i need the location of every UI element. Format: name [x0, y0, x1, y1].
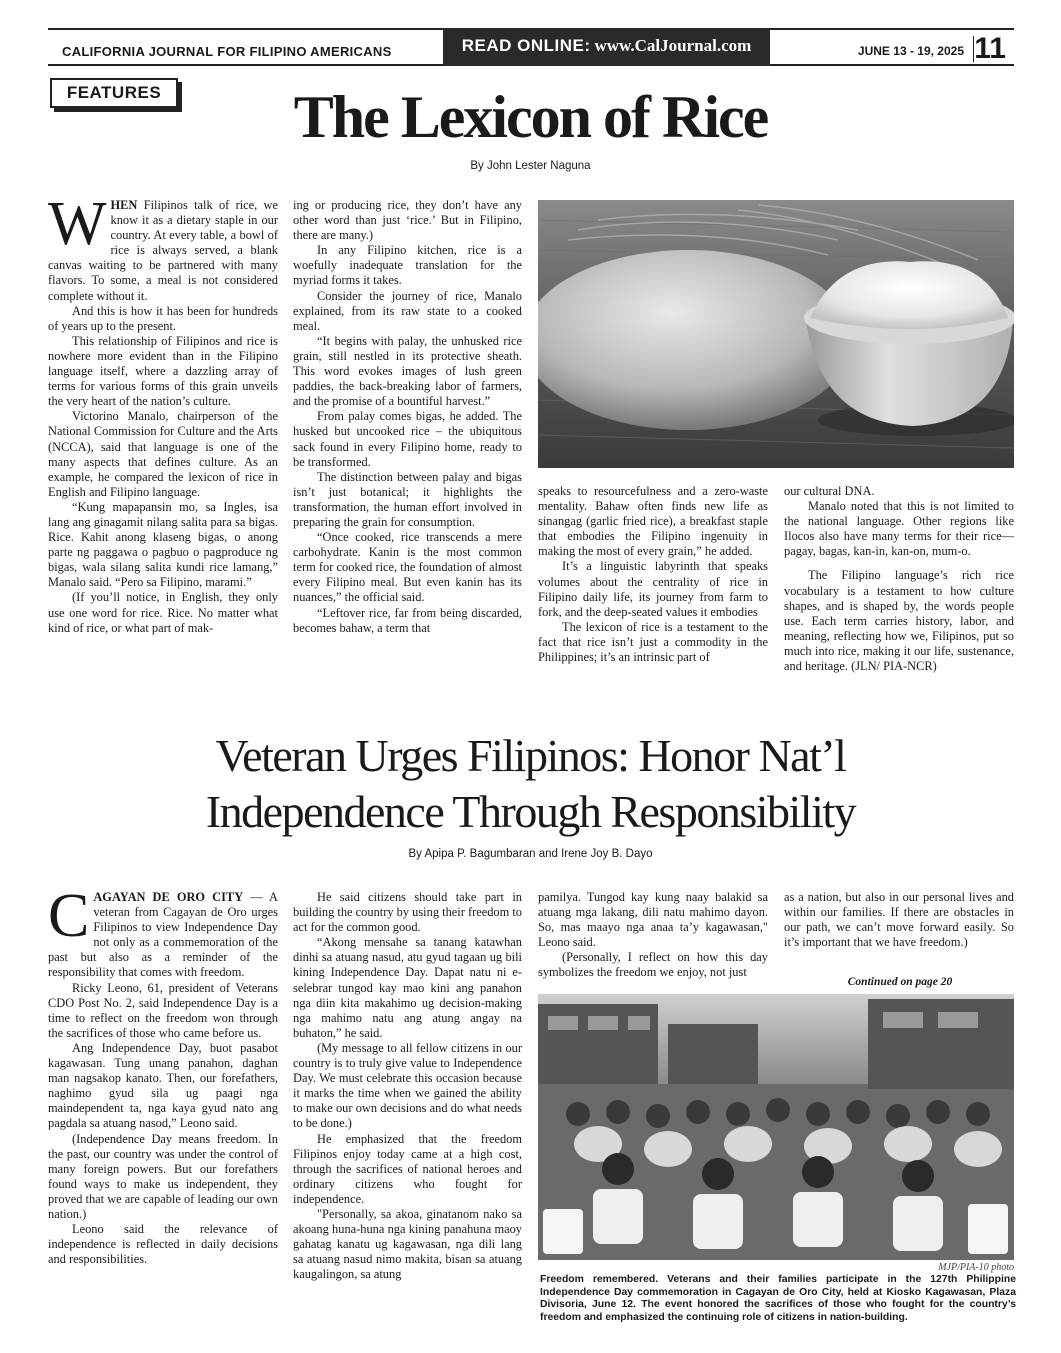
- veterans-photo-illustration: [538, 994, 1014, 1260]
- paragraph: This relationship of Filipinos and rice is nowhere more evident than in the Filipino language itself, where a dazzling array of terms for various forms of this grain unveils the very heart of the nation’s culture.: [48, 333, 278, 409]
- article1-column-1: [48, 190, 278, 636]
- section-tag: FEATURES: [50, 78, 178, 108]
- paragraph: “It begins with palay, the unhusked rice grain, still nestled in its protective sheath. This word evokes images of lush green paddies, the back-breaking labor of farmers, and the promise of a bountiful harvest.”: [293, 333, 522, 409]
- photo-credit: MJP/PIA-10 photo: [938, 1262, 1014, 1273]
- paragraph: Ricky Leono, 61, president of Veterans CDO Post No. 2, said Independence Day is a time to reflect on the freedom won through the sacrifices of those who came before us.: [48, 980, 278, 1040]
- lead-caps: AGAYAN DE ORO CITY: [93, 890, 244, 904]
- paragraph: Consider the journey of rice, Manalo explained, from its raw state to a cooked meal.: [293, 288, 522, 333]
- paragraph: “Akong mensahe sa tanang katawhan dinhi sa atuang nasud, atu gyud tagaan ug bili kining Independence Day. Dapat natu ni e-selebrar tungod kay mao kini ang panahon nga diin kita makahimo ug decision-making nga mahimo natu ang atung angay na buhaton,” he said.: [293, 935, 522, 1040]
- article1-byline: By John Lester Naguna: [470, 160, 591, 172]
- paragraph: The distinction between palay and bigas isn’t just botanical; it highlights the transformation, the human effort involved in preparing the grain for consumption.: [293, 469, 522, 529]
- read-online-url[interactable]: www.CalJournal.com: [594, 36, 752, 55]
- paragraph: In any Filipino kitchen, rice is a woefully inadequate translation for the myriad forms it takes.: [293, 243, 522, 288]
- paragraph: (My message to all fellow citizens in our country is to truly give value to Independence Day. We must celebrate this occasion because it marks the time when we gained the ability to make our own decisions and do what needs to be done.): [293, 1040, 522, 1131]
- paragraph: Filipinos talk of rice, we know it as a dietary staple in our country. At every table, a bowl of rice is always served, a blank canvas waiting to be partnered with many flavors. To some, a meal is not considered complete without it.: [48, 198, 278, 303]
- veterans-photo: [538, 994, 1014, 1260]
- article2-column-3: [538, 890, 768, 981]
- paragraph: “Leftover rice, far from being discarded, becomes bahaw, a term that: [293, 605, 522, 635]
- article2-title-line-1: Veteran Urges Filipinos: Honor Nat’l: [215, 730, 846, 781]
- dropcap: W: [48, 190, 107, 258]
- read-online-banner[interactable]: [443, 28, 770, 66]
- paragraph: our cultural DNA.: [784, 484, 875, 498]
- article2-column-2: [293, 890, 522, 1282]
- article2-lead-paragraph: [48, 882, 278, 981]
- paragraph: “Kung mapapansin mo, sa Ingles, isa lang ang ginagamit nilang salita para sa bigas. Rice. Kahit anong klaseng bigas, o anong parte ng paggawa o pagbuo o pagproduce ng bigas, wala silang salita kundi rice lamang,” Manalo said. “Pero sa Filipino, marami.”: [48, 499, 278, 590]
- lead-caps: HEN: [110, 198, 138, 212]
- article2-byline: By Apipa P. Bagumbaran and Irene Joy B. Dayo: [408, 848, 653, 860]
- paragraph: The lexicon of rice is a testament to the fact that rice isn’t just a commodity in the Philippines; it’s an intrinsic part of: [538, 619, 768, 665]
- article1-column-4: [784, 484, 1014, 674]
- paragraph: And this is how it has been for hundreds of years up to the present.: [48, 303, 278, 333]
- paragraph: — A veteran from Cagayan de Oro urges Filipinos to view Independence Day not only as a commemoration of the past but also as a reminder of the responsibility that comes with freedom.: [48, 890, 278, 980]
- paragraph: It’s a linguistic labyrinth that speaks volumes about the centrality of rice in Filipino daily life, its journey from farm to fork, and the deep-seated values it embodies: [538, 559, 768, 619]
- paragraph: "Personally, sa akoa, ginatanom nako sa akoang huna-huna nga kining panahuna maoy gahatag kanatu ug kagawasan, nga dili lang sa atuang nasud nimo makita, bisan sa atuang kaugalingon, sa atung: [293, 1206, 522, 1282]
- rice-photo: [538, 200, 1014, 468]
- article1-title: The Lexicon of Rice: [293, 84, 768, 150]
- paragraph: as a nation, but also in our personal lives and within our families. If there are obstacles in our path, we can’t move forward easily. So it’s important that we have freedom.): [784, 890, 1014, 950]
- article1-column-2: [293, 198, 522, 636]
- article2-column-1: [48, 882, 278, 1267]
- article2-title-line-2: Independence Through Responsibility: [205, 786, 856, 837]
- paragraph: (If you’ll notice, in English, they only use one word for rice. Rice. No matter what kind of rice, or what part of mak-: [48, 590, 278, 635]
- paragraph: (Independence Day means freedom. In the past, our country was under the control of many foreign powers. But our forefathers found ways to make us independent, they proved that we are capable of leading our own nation.): [48, 1131, 278, 1221]
- dropcap: C: [48, 882, 90, 950]
- paragraph: Manalo noted that this is not limited to the national language. Other regions like Ilocos also have many terms for their rice—pagay, bagas, kan-in, kan-on, mum-o.: [784, 499, 1014, 559]
- masthead: [48, 28, 1014, 66]
- paragraph: pamilya. Tungod kay kung naay balakid sa atuang mga lakang, dili natu mahimo dayon. So, mas maayo nga anaa ta’y kagawasan," Leono said.: [538, 890, 768, 950]
- paragraph: Victorino Manalo, chairperson of the National Commission for Culture and the Arts (NCCA), said that language is one of the many aspects that defines culture. As an example, he compared the lexicon of rice in English and Filipino language.: [48, 409, 278, 499]
- article1-lead-paragraph: [48, 190, 278, 304]
- continued-note[interactable]: Continued on page 20: [847, 976, 953, 988]
- page-number: 11: [974, 32, 1006, 65]
- article2-column-4: [784, 890, 1014, 950]
- article1-column-3: [538, 484, 768, 665]
- issue-date: JUNE 13 - 19, 2025: [857, 44, 964, 58]
- rice-photo-illustration: [538, 200, 1014, 468]
- paragraph: speaks to resourcefulness and a zero-waste mentality. Bahaw often finds new life as sinangag (garlic fried rice), a breakfast staple that embodies the Filipino ingenuity in making the most of every grain,” he added.: [538, 484, 768, 559]
- read-online-label: READ ONLINE:: [461, 36, 591, 55]
- paragraph: Leono said the relevance of independence is reflected in daily decisions and responsibilities.: [48, 1222, 278, 1267]
- paragraph: He said citizens should take part in building the country by using their freedom to act for the common good.: [293, 890, 522, 935]
- photo-caption: Freedom remembered. Veterans and their families participate in the 127th Philippine Independence Day commemoration in Cagayan de Oro City, held at Kiosko Kagawasan, Plaza Divisoria, June 12. The event honored the sacrifices of those who fought for the country’s freedom and emphasized the continuing role of citizens in nation-building.: [540, 1274, 1016, 1323]
- paragraph: The Filipino language’s rich rice vocabulary is a testament to how culture shapes, and is shaped by, the words people use. Each term carries history, labor, and meaning, reflecting how we, Filipinos, put so much into rice, making it our life, sustenance, and heritage. (JLN/ PIA-NCR): [784, 568, 1014, 674]
- paragraph: ing or producing rice, they don’t have any other word than just ‘rice.’ But in Filipino, there are many.): [293, 198, 522, 243]
- paragraph: “Once cooked, rice transcends a mere carbohydrate. Kanin is the most common term for cooked rice, the foundation of almost every Filipino meal. But even kanin has its nuances,” the official said.: [293, 530, 522, 605]
- article2-title: [0, 728, 1061, 840]
- paragraph: He emphasized that the freedom Filipinos enjoy today came at a high cost, through the sacrifices of national heroes and ordinary citizens who fought for independence.: [293, 1131, 522, 1206]
- publication-name: CALIFORNIA JOURNAL FOR FILIPINO AMERICANS: [62, 44, 392, 59]
- paragraph: (Personally, I reflect on how this day symbolizes the freedom we enjoy, not just: [538, 950, 768, 980]
- paragraph: From palay comes bigas, he added. The husked but uncooked rice – the ubiquitous sack found in every Filipino home, ready to be transformed.: [293, 409, 522, 469]
- paragraph: Ang Independence Day, buot pasabot kagawasan. Tung unang panahon, daghan man nagsakop kanato. Then, our forefathers, naghimo gyud sila ug paagi nga maindependent ta, nga kaya gyud nato ang pagdala sa atuang nasod,” Leono said.: [48, 1040, 278, 1131]
